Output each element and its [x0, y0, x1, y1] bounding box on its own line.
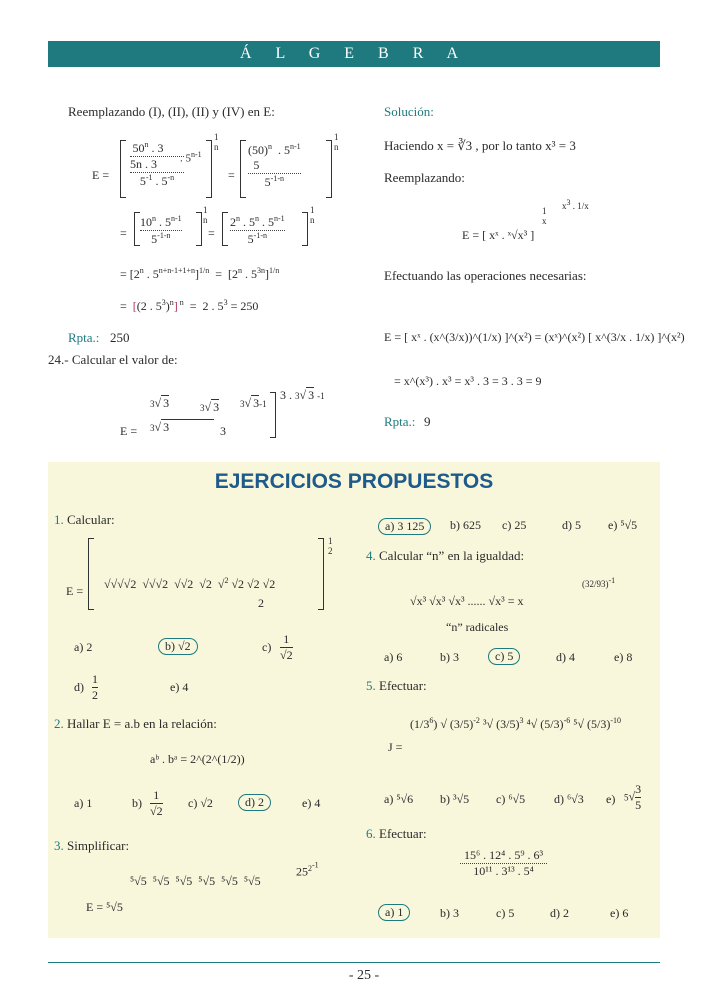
q4-option-d[interactable]: d) 4 — [556, 650, 575, 664]
bracket-right — [326, 140, 332, 198]
q6-option-a-selected[interactable]: a) 1 — [378, 904, 410, 921]
rpta-value: 250 — [110, 330, 130, 345]
r1-option-b[interactable]: b) 625 — [450, 518, 481, 532]
question-24: 24.- Calcular el valor de: — [48, 352, 178, 367]
q4: 4. Calcular “n” en la igualdad: — [366, 548, 525, 563]
equation-e3: = x^(x³) . x³ = x³ . 3 = 3 . 3 = 9 — [394, 374, 542, 388]
fraction-3: 10$^n$ . 5$^{n-1}$ $5^{-1-n}$ — [140, 214, 182, 246]
q5-option-a[interactable]: a) ⁵√6 — [384, 792, 414, 806]
q4-option-e[interactable]: e) 8 — [614, 650, 633, 664]
r1-option-c[interactable]: c) 25 — [502, 518, 527, 532]
reemplazando-text: Reemplazando: — [384, 170, 465, 185]
fraction-1: 50$^n$ . 3 5n . 3 $5^{-1}$ . $5^{-n}$ — [130, 140, 184, 188]
q4-option-a[interactable]: a) 6 — [384, 650, 403, 664]
q3: 3. Simplificar: — [54, 838, 130, 853]
proposed-exercises-box — [48, 462, 660, 938]
q6-option-e[interactable]: e) 6 — [610, 906, 629, 920]
q6: 6. Efectuar: — [366, 826, 427, 841]
q2-option-e[interactable]: e) 4 — [302, 796, 321, 810]
r1-option-a-selected[interactable]: a) 3 125 — [378, 518, 431, 535]
q5-option-b[interactable]: b) ³√5 — [440, 792, 470, 806]
q2-option-a[interactable]: a) 1 — [74, 796, 93, 810]
q1-e-label: E = — [66, 584, 84, 598]
q6-option-c[interactable]: c) 5 — [496, 906, 515, 920]
q2-relation: aᵇ . bᵃ = 2^(2^(1/2)) — [150, 752, 245, 766]
q4-option-c-selected[interactable]: c) 5 — [488, 648, 520, 665]
q1-option-c[interactable]: c) — [262, 640, 272, 654]
rpta-value-right: 9 — [424, 414, 431, 429]
q5-j-label: J = — [388, 740, 403, 754]
bracket-right — [206, 140, 212, 198]
q4-radicales-label: “n” radicales — [446, 620, 509, 634]
q3-nested-radicals: ⁵√5 ⁵√5 ⁵√5 ⁵√5 ⁵√5 ⁵√5 — [130, 874, 261, 888]
equation-line-4: = [(2 . $5^3)^n$] $^n$ = 2 . $5^3 = 250$ — [120, 298, 259, 313]
rpta-label: Rpta.: — [68, 330, 100, 345]
e-label: E = — [92, 168, 110, 182]
q2-option-b[interactable]: b) — [132, 796, 142, 810]
haciendo-text: Haciendo x = ∛3 , por lo tanto x³ = 3 — [384, 138, 576, 153]
page-title: Á L G E B R A — [239, 45, 469, 62]
intro-text: Reemplazando (I), (II), (II) y (IV) en E: — [68, 104, 275, 119]
e-expression-1: E = [ xˣ . ˣ√x³ ] — [462, 228, 535, 242]
fraction-2: $(50)^n$ . 5$^{n-1}$ 5 $5^{-1-n}$ — [248, 142, 301, 189]
q24-e-label: E = — [120, 424, 138, 438]
nested-root-expression: 3√ 3 — [150, 396, 170, 410]
q1-option-d[interactable]: d) — [74, 680, 84, 694]
q1-option-e[interactable]: e) 4 — [170, 680, 189, 694]
r1-option-d[interactable]: d) 5 — [562, 518, 581, 532]
q6-option-b[interactable]: b) 3 — [440, 906, 459, 920]
q4-option-b[interactable]: b) 3 — [440, 650, 459, 664]
q5-option-c[interactable]: c) ⁶√5 — [496, 792, 526, 806]
equation-line-3: = [$2^n$ . $5^{n+n-1+1+n}]^{1/n} = [2^n$ . $5^{3n}]^{1/n}$ — [120, 266, 280, 281]
r1-option-e[interactable]: e) ⁵√5 — [608, 518, 638, 532]
page-number: - 25 - — [348, 968, 380, 983]
q3-e-label: E = ⁵√5 — [86, 900, 123, 914]
q1-option-a[interactable]: a) 2 — [74, 640, 93, 654]
bracket-left — [240, 140, 246, 198]
proposed-title: EJERCICIOS PROPUESTOS — [214, 470, 494, 493]
q2: 2. Hallar E = a.b en la relación: — [54, 716, 217, 731]
q6-option-d[interactable]: d) 2 — [550, 906, 569, 920]
fraction-4: 2$^n$ . 5$^n$ . 5$^{n-1}$ $5^{-1-n}$ — [230, 214, 285, 246]
q1: 1. Calcular: — [54, 512, 115, 527]
q2-option-d-selected[interactable]: d) 2 — [238, 794, 271, 811]
q2-option-c[interactable]: c) √2 — [188, 796, 213, 810]
q6-fraction: 15⁶ . 12⁴ . 5⁹ . 6³ 10¹¹ . 3¹³ . 5⁴ — [460, 848, 547, 879]
q5-option-d[interactable]: d) ⁶√3 — [554, 792, 584, 806]
equation-e2: E = [ xˣ . (x^(3/x))^(1/x) ]^(x²) = (xˣ)^(x²) [ x^(3/x . 1/x) ]^(x²) — [384, 330, 685, 344]
footer-divider — [48, 962, 660, 963]
rpta-label-right: Rpta.: — [384, 414, 416, 429]
efectuando-text: Efectuando las operaciones necesarias: — [384, 268, 587, 283]
header-banner — [48, 41, 660, 67]
q1-nested-radical: √√√√2 √√√2 √√2 √2 √$^2$ √2 √2 √2 — [104, 576, 276, 591]
q5-nested-expression: $(1/3^6)$ √ $(3/5)^{-2}$ ³√ $(3/5)^3$ ⁴√ $(5/3)^{-6}$ ⁵√ $(5/3)^{-10}$ — [410, 716, 622, 731]
bracket-left — [120, 140, 126, 198]
solucion-label: Solución: — [384, 104, 434, 119]
q4-equation: √x³ √x³ √x³ ...... √x³ = x — [410, 594, 524, 608]
q5: 5. Efectuar: — [366, 678, 427, 693]
q5-option-e[interactable]: e) — [606, 792, 616, 806]
q1-option-b-selected[interactable]: b) √2 — [158, 638, 198, 655]
